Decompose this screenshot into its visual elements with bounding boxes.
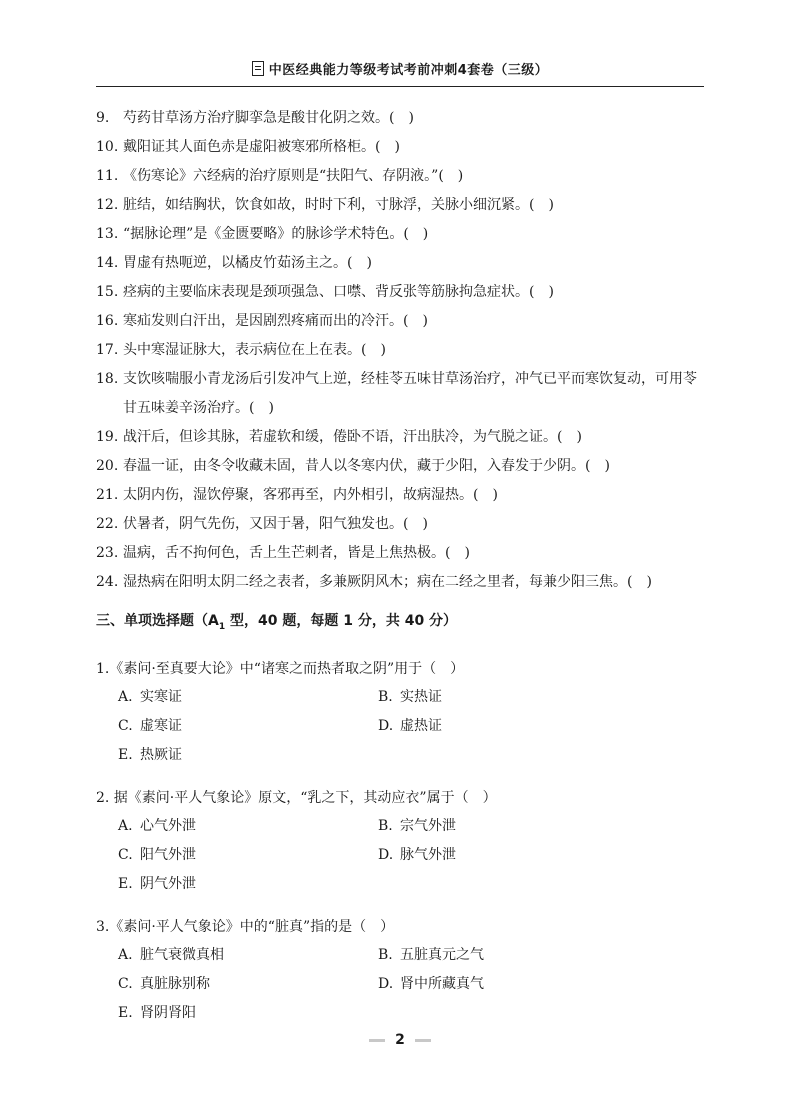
option-b: B. 宗气外泄 <box>378 817 456 834</box>
question-stem: 1.《素问·至真要大论》中“诸寒之而热者取之阴”用于（ ） <box>96 660 465 677</box>
list-item: 22. 伏暑者，阴气先伤，又因于暑，阳气独发也。( ) <box>96 516 428 532</box>
option-d: D. 虚热证 <box>378 717 442 734</box>
option-c: C. 虚寒证 <box>118 717 182 734</box>
question-2 <box>96 784 706 899</box>
section-title: 三、单项选择题（$A_1$ 型，40 题，每题 1 分，共 40 分） <box>96 613 458 632</box>
page-number: 2 <box>0 1032 800 1048</box>
options-list <box>96 812 706 899</box>
question-1 <box>96 655 706 770</box>
option-c: C. 真脏脉别称 <box>118 975 210 992</box>
list-item: 11. 《伤寒论》六经病的治疗原则是“扶阳气、存阴液。”( ) <box>96 168 464 184</box>
option-b: B. 五脏真元之气 <box>378 946 484 963</box>
option-a: A. 脏气衰微真相 <box>118 946 224 963</box>
options-list <box>96 941 706 1028</box>
page-header <box>96 56 704 87</box>
list-item: 19. 战汗后，但诊其脉，若虚软和缓，倦卧不语，汗出肤冷，为气脱之证。( ) <box>96 429 582 445</box>
list-item: 21. 太阴内伤，湿饮停聚，客邪再至，内外相引，故病湿热。( ) <box>96 487 498 503</box>
section-title-subscript: 1 <box>218 621 226 632</box>
question-stem: 3.《素问·平人气象论》中的“脏真”指的是（ ） <box>96 918 395 935</box>
option-d: D. 脉气外泄 <box>378 846 456 863</box>
list-item: 9. 芍药甘草汤方治疗脚挛急是酸甘化阴之效。( ) <box>96 110 414 126</box>
list-item: 18. 支饮咳喘服小青龙汤后引发冲气上逆，经桂苓五味甘草汤治疗，冲气已平而寒饮复动，可用苓甘五味姜辛汤治疗。( ) <box>96 371 697 416</box>
true-false-list <box>96 104 706 597</box>
list-item: 13. “据脉论理”是《金匮要略》的脉诊学术特色。( ) <box>96 226 429 242</box>
options-list <box>96 683 706 770</box>
option-e: E. 阴气外泄 <box>118 875 196 892</box>
list-item: 20. 春温一证，由冬令收藏未固，昔人以冬寒内伏，藏于少阳，入春发于少阴。( ) <box>96 458 610 474</box>
header-title: 中医经典能力等级考试考前冲刺4套卷（三级） <box>268 63 549 78</box>
page-content <box>96 104 706 1028</box>
option-e: E. 热厥证 <box>118 746 182 763</box>
list-item: 10. 戴阳证其人面色赤是虚阳被寒邪所格柜。( ) <box>96 139 400 155</box>
question-3 <box>96 913 706 1028</box>
question-stem: 2. 据《素问·平人气象论》原文，“乳之下，其动应衣”属于（ ） <box>96 789 497 806</box>
document-icon <box>252 61 264 76</box>
list-item: 17. 头中寒湿证脉大，表示病位在上在表。( ) <box>96 342 386 358</box>
option-e: E. 肾阴肾阳 <box>118 1004 196 1021</box>
option-d: D. 肾中所藏真气 <box>378 975 484 992</box>
dash-right <box>415 1039 431 1042</box>
option-c: C. 阳气外泄 <box>118 846 196 863</box>
option-a: A. 实寒证 <box>118 688 182 705</box>
option-a: A. 心气外泄 <box>118 817 196 834</box>
list-item: 12. 脏结，如结胸状，饮食如故，时时下利，寸脉浮，关脉小细沉紧。( ) <box>96 197 554 213</box>
list-item: 14. 胃虚有热呃逆，以橘皮竹茹汤主之。( ) <box>96 255 372 271</box>
list-item: 15. 痉病的主要临床表现是颈项强急、口噤、背反张等筋脉拘急症状。( ) <box>96 284 554 300</box>
list-item: 24. 湿热病在阳明太阴二经之表者，多兼厥阴风木；病在二经之里者，每兼少阳三焦。( ) <box>96 574 652 590</box>
list-item: 23. 温病，舌不拘何色，舌上生芒刺者，皆是上焦热极。( ) <box>96 545 470 561</box>
dash-left <box>369 1039 385 1042</box>
option-b: B. 实热证 <box>378 688 442 705</box>
list-item: 16. 寒疝发则白汗出，是因剧烈疼痛而出的冷汗。( ) <box>96 313 428 329</box>
